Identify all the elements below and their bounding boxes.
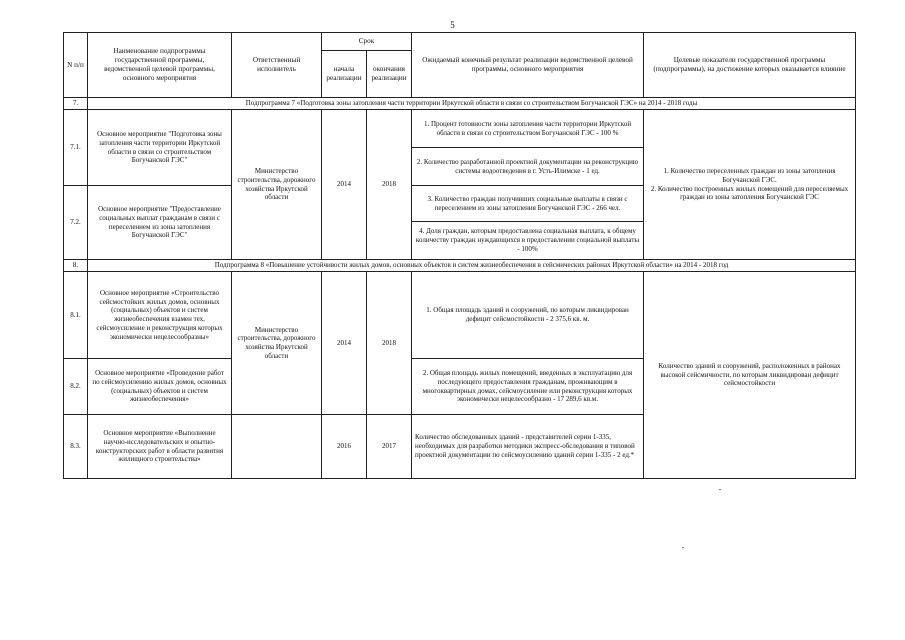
section-8-num: 8. bbox=[64, 260, 88, 272]
section-8-executor: Министерство строительства, дорожного хозяйства Иркутской области bbox=[232, 272, 322, 415]
row-8-3-end: 2017 bbox=[367, 415, 412, 479]
section-7-num: 7. bbox=[64, 98, 88, 110]
result-7-1-b: 2. Количество разработанной проектной документации на реконструкцию системы водоотведения в г. Усть-Илимске - 1 ед. bbox=[412, 148, 644, 186]
result-8-1: 1. Общая площадь зданий и сооружений, по которым ликвидирован дефицит сейсмостойкости - 2 375,6 кв. м. bbox=[412, 272, 644, 359]
row-8-3-start: 2016 bbox=[322, 415, 367, 479]
row-8-1-num: 8.1. bbox=[64, 272, 88, 359]
row-7-2-num: 7.2. bbox=[64, 186, 88, 260]
result-7-1-a: 1. Процент готовности зоны затопления части территории Иркутской области в связи со строительством Богучанской ГЭС - 100 % bbox=[412, 110, 644, 148]
result-8-3: Количество обследованных зданий - представителей серии 1-335, необходимых для разработки методики экспресс-обследования и типовой проектной документации по сейсмоусилению зданий серии 1-335 - 2 ед.* bbox=[412, 415, 644, 479]
section-7-start: 2014 bbox=[322, 110, 367, 260]
program-table bbox=[63, 32, 856, 479]
row-8-2-num: 8.2. bbox=[64, 359, 88, 415]
page-number: 5 bbox=[450, 20, 455, 30]
result-7-2-a: 3. Количество граждан получивших социальные выплаты в связи с переселением из зоны затопления Богучанской ГЭС - 266 чел. bbox=[412, 186, 644, 222]
row-8-1-end: 2018 bbox=[367, 272, 412, 415]
section-7-indicators-text: 1. Количество переселенных граждан из зоны затопления Богучанской ГЭС. 2. Количество построенных жилых помещений для переселяемых граждан из зоны затопления Богучанской ГЭС bbox=[650, 167, 849, 202]
table-row bbox=[64, 110, 856, 148]
section-7-indicators bbox=[644, 110, 856, 260]
header-num: N п/п bbox=[64, 33, 88, 98]
row-7-1-num: 7.1. bbox=[64, 110, 88, 186]
section-8-title: Подпрограмма 8 «Повышение устойчивости жилых домов, основных объектов и систем жизнеобеспечения в сейсмических районах Иркутской области» на 2014 - 2018 год bbox=[88, 260, 856, 272]
section-7-title: Подпрограмма 7 «Подготовка зоны затопления части территории Иркутской области в связи со строительством Богучанской ГЭС» на 2014 - 2018 годы bbox=[88, 98, 856, 110]
header-executor: Ответственный исполнитель bbox=[232, 33, 322, 98]
row-7-2-name: Основное мероприятие "Предоставление социальных выплат гражданам в связи с переселением из зоны затопления Богучанской ГЭС" bbox=[88, 186, 232, 260]
scan-speck bbox=[682, 547, 684, 548]
row-8-3-name: Основное мероприятие «Выполнение научно-исследовательских и опытно-конструкторских работ в области развития жилищного строительства» bbox=[88, 415, 232, 479]
row-8-3-num: 8.3. bbox=[64, 415, 88, 479]
row-8-1-name: Основное мероприятие «Строительство сейсмостойких жилых домов, основных (социальных) объектов и систем жизнеобеспечения взамен тех, сейсмоусиление и реконструкция которых экономически нецелесообразны» bbox=[88, 272, 232, 359]
row-8-3-executor bbox=[232, 415, 322, 479]
scan-speck bbox=[719, 489, 721, 490]
row-7-1-name: Основное мероприятие "Подготовка зоны затопления части территории Иркутской области в связи со строительством Богучанской ГЭС" bbox=[88, 110, 232, 186]
header-end: окончания реализации bbox=[367, 51, 412, 98]
header-indicators: Целевые показатели государственной программы (подпрограммы), на достижение которых оказывается влияние bbox=[644, 33, 856, 98]
header-name: Наименование подпрограммы государственной программы, ведомственной целевой программы, основного мероприятия bbox=[88, 33, 232, 98]
section-7-end: 2018 bbox=[367, 110, 412, 260]
section-8-indicators: Количество зданий и сооружений, расположенных в районах высокой сейсмичности, по которым ликвидирован дефицит сейсмостойкости bbox=[644, 272, 856, 479]
result-8-2: 2. Общая площадь жилых помещений, введенных в эксплуатацию для последующего предоставления гражданам, проживающим в многоквартирных домах, сейсмоусиление или реконструкция которых экономически нецелесообразно - 17 289,6 кв.м. bbox=[412, 359, 644, 415]
row-8-1-start: 2014 bbox=[322, 272, 367, 415]
result-7-2-b: 4. Доля граждан, которым предоставлена социальная выплата, к общему количеству граждан нуждающихся в предоставлении социальной выплаты - 100% bbox=[412, 222, 644, 260]
row-8-2-name: Основное мероприятие «Проведение работ по сейсмоусилению жилых домов, основных (социальных) объектов и систем жизнеобеспечения» bbox=[88, 359, 232, 415]
header-result: Ожидаемый конечный результат реализации ведомственной целевой программы, основного мероприятия bbox=[412, 33, 644, 98]
header-start: начала реализации bbox=[322, 51, 367, 98]
section-7-executor: Министерство строительства, дорожного хозяйства Иркутской области bbox=[232, 110, 322, 260]
header-term: Срок bbox=[322, 33, 412, 51]
section-8-row bbox=[64, 260, 856, 272]
section-7-row bbox=[64, 98, 856, 110]
table-row bbox=[64, 272, 856, 359]
